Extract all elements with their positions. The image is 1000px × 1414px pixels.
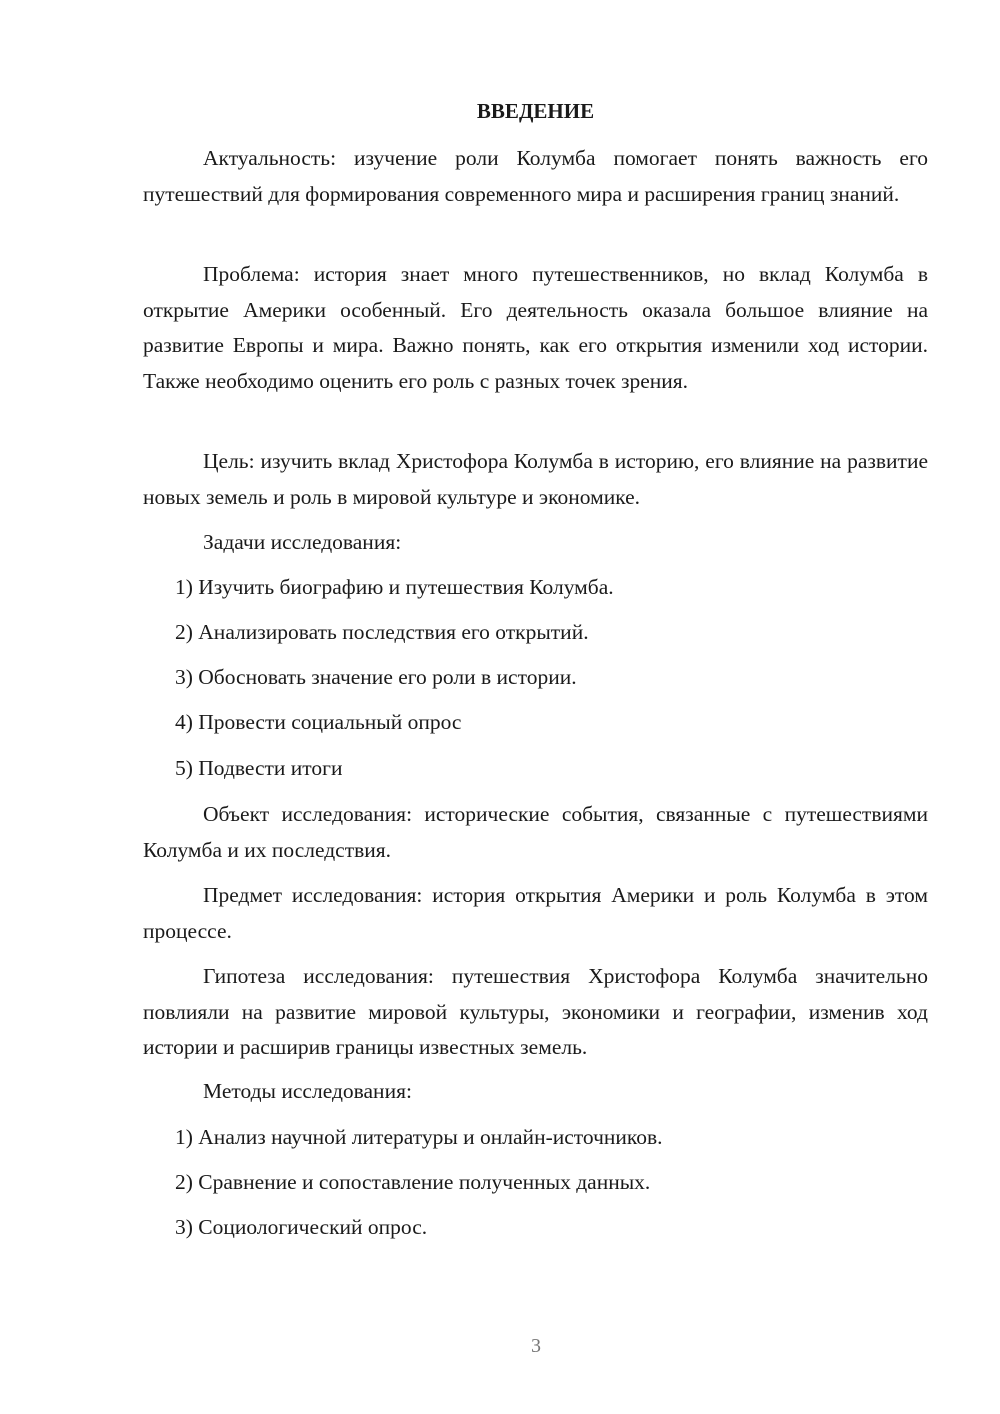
tasks-title: Задачи исследования: — [203, 530, 402, 554]
task-item: 5) Подвести итоги — [175, 756, 343, 780]
subject-paragraph: Предмет исследования: история открытия Америки и роль Колумба в этом процессе. — [143, 883, 928, 943]
page-number: 3 — [531, 1335, 541, 1357]
task-item: 3) Обосновать значение его роли в истории. — [175, 665, 577, 689]
method-item: 2) Сравнение и сопоставление полученных данных. — [175, 1170, 651, 1194]
hypothesis-paragraph: Гипотеза исследования: путешествия Христофора Колумба значительно повлияли на развитие мировой культуры, экономики и географии, изменив ход истории и расширив границы известных земель. — [143, 964, 928, 1059]
task-item: 1) Изучить биографию и путешествия Колумба. — [175, 575, 614, 599]
methods-title: Методы исследования: — [203, 1079, 412, 1103]
relevance-paragraph: Актуальность: изучение роли Колумба помогает понять важность его путешествий для формирования современного мира и расширения границ знаний. — [143, 146, 928, 206]
page-title: ВВЕДЕНИЕ — [476, 99, 595, 123]
task-item: 4) Провести социальный опрос — [175, 710, 462, 734]
method-item: 3) Социологический опрос. — [175, 1215, 428, 1239]
method-item: 1) Анализ научной литературы и онлайн-источников. — [175, 1125, 663, 1149]
object-paragraph: Объект исследования: исторические события, связанные с путешествиями Колумба и их последствия. — [143, 802, 928, 862]
task-item: 2) Анализировать последствия его открытий. — [175, 620, 589, 644]
problem-paragraph: Проблема: история знает много путешественников, но вклад Колумба в открытие Америки особенный. Его деятельность оказала большое влияние на развитие Европы и мира. Важно понять, как его открытия изменили ход истории. Также необходимо оценить его роль с разных точек зрения. — [143, 262, 928, 393]
goal-paragraph: Цель: изучить вклад Христофора Колумба в историю, его влияние на развитие новых земель и роль в мировой культуре и экономике. — [143, 449, 928, 509]
